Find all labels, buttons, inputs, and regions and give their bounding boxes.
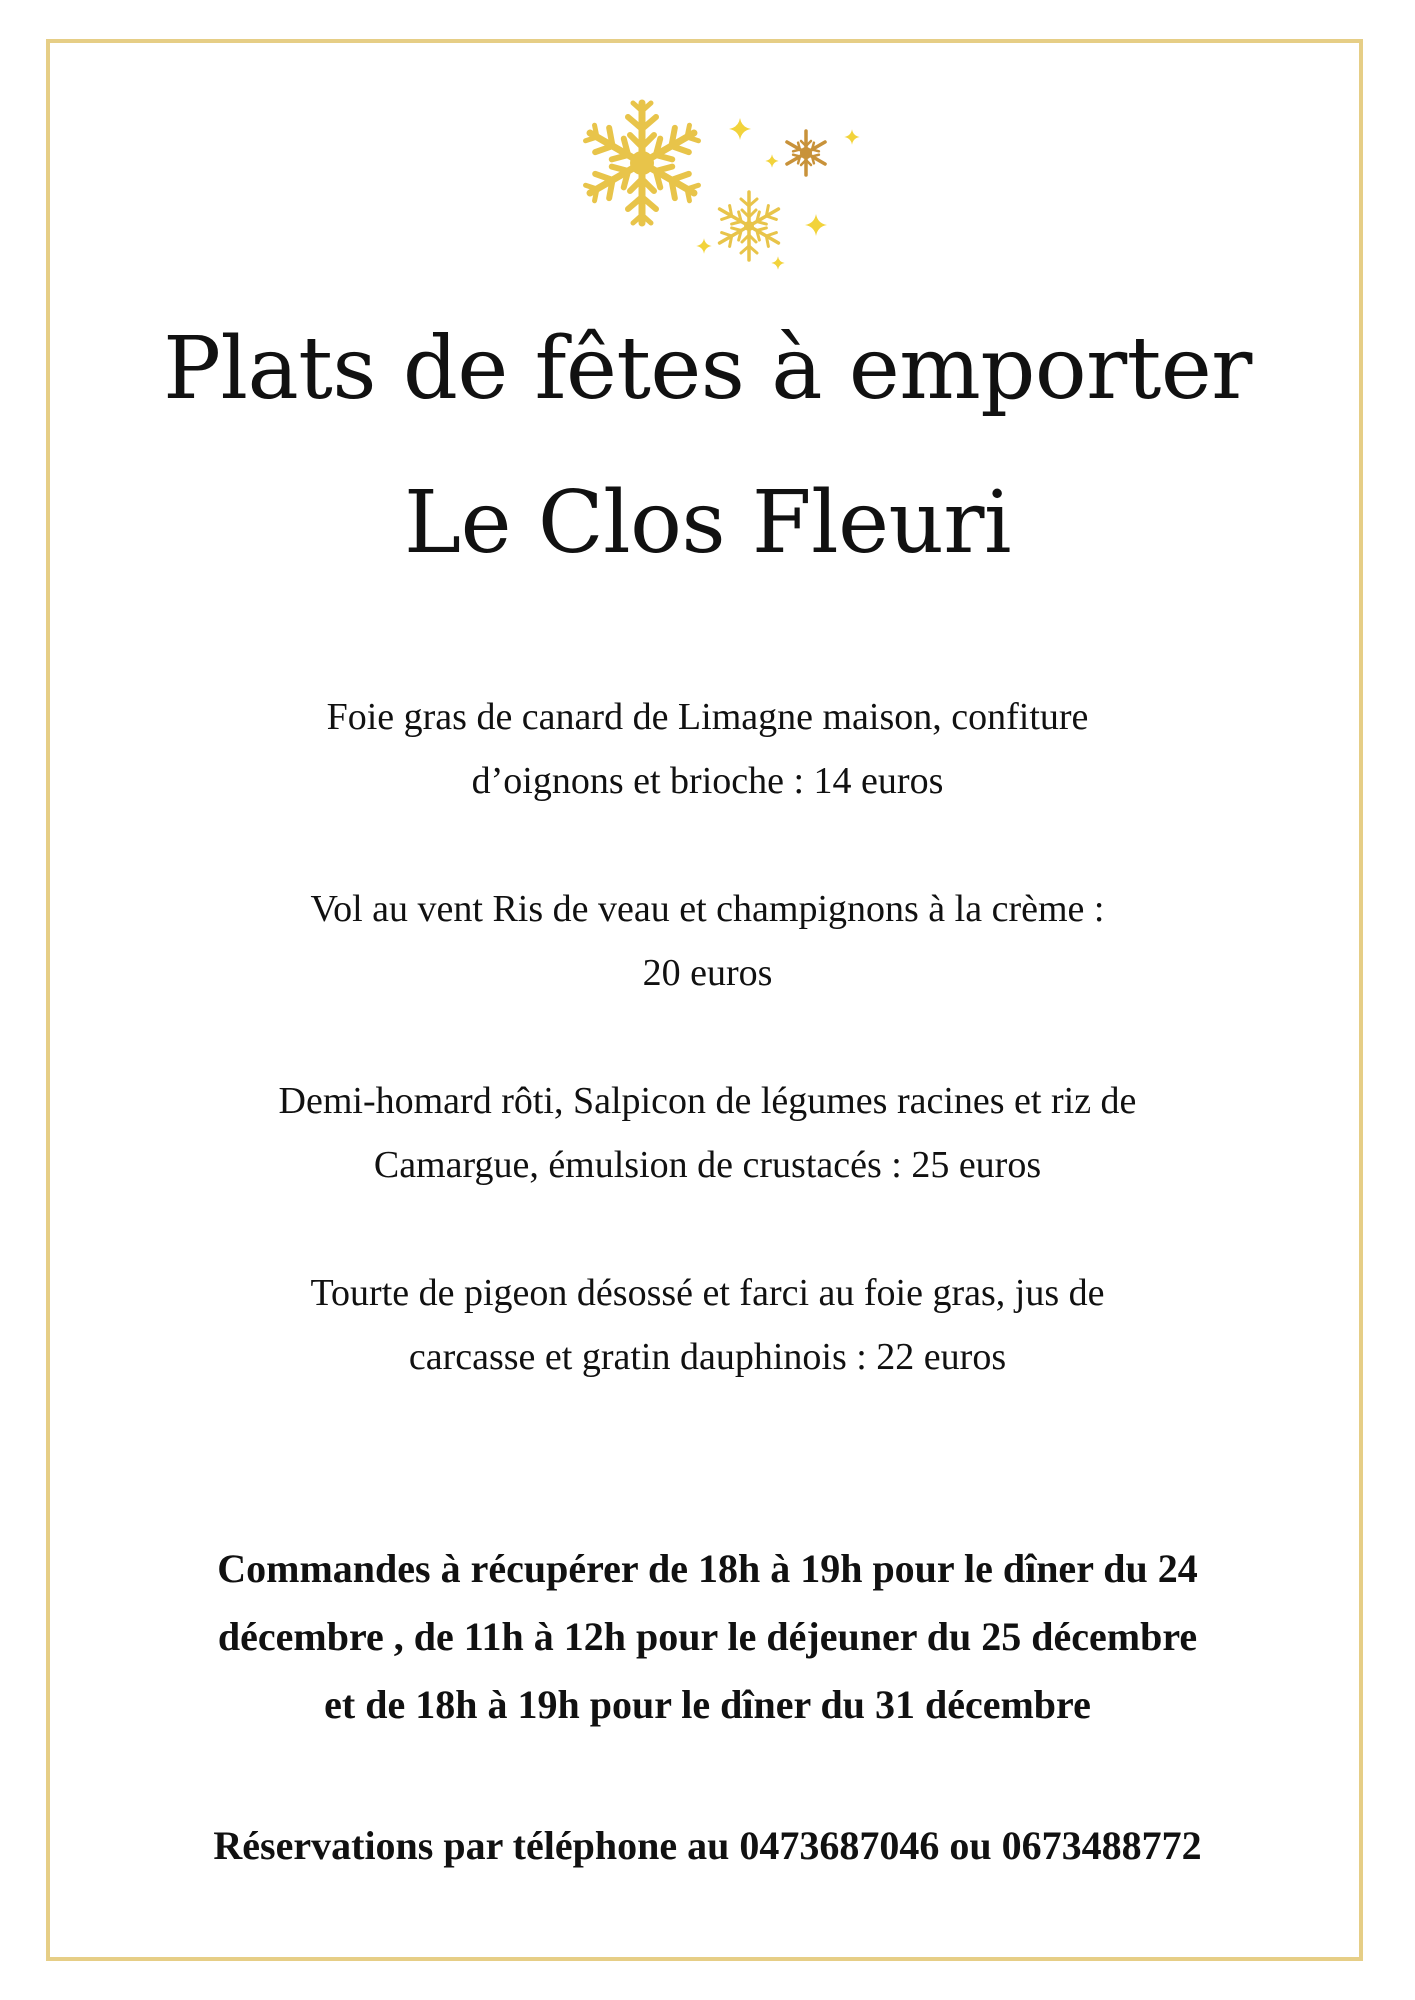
dish-text-line: Camargue, émulsion de crustacés : 25 euros [373,1144,1042,1186]
pickup-text-line: et de 18h à 19h pour le dîner du 31 décembre [324,1682,1091,1727]
medium-snowflake-icon [716,192,783,260]
dish-text-line: carcasse et gratin dauphinois : 22 euros [408,1336,1007,1378]
dish-item [120,1261,1295,1389]
pickup-text-line: décembre , de 11h à 12h pour le déjeuner du 25 décembre [217,1614,1198,1659]
dish-text-line: Vol au vent Ris de veau et champignons à la crème : [310,888,1105,930]
dish-item [120,877,1295,1005]
dish-text-line: Foie gras de canard de Limagne maison, confiture [326,696,1089,738]
restaurant-name: Le Clos Fleuri [404,473,1011,573]
dish-item [120,685,1295,813]
dish-text-line: d’oignons et brioche : 14 euros [471,760,944,802]
reservation-phone-notice: Réservations par téléphone au 0473687046 ou 0673488772 [213,1823,1202,1868]
pickup-text-line: Commandes à récupérer de 18h à 19h pour le dîner du 24 [217,1546,1198,1591]
pickup-times-notice [90,1535,1325,1739]
large-snowflake-icon [583,103,701,223]
sparkle-stars-icon [696,118,859,270]
small-snowflake-icon [784,131,827,175]
dish-item [120,1069,1295,1197]
snowflakes-and-stars-icon [560,85,880,280]
dish-text-line: Demi-homard rôti, Salpicon de légumes racines et riz de [278,1080,1137,1122]
dish-list [120,685,1295,1453]
dish-text-line: Tourte de pigeon désossé et farci au foie gras, jus de [310,1272,1105,1314]
dish-text-line: 20 euros [642,952,773,994]
page-title: Plats de fêtes à emporter [163,319,1252,419]
